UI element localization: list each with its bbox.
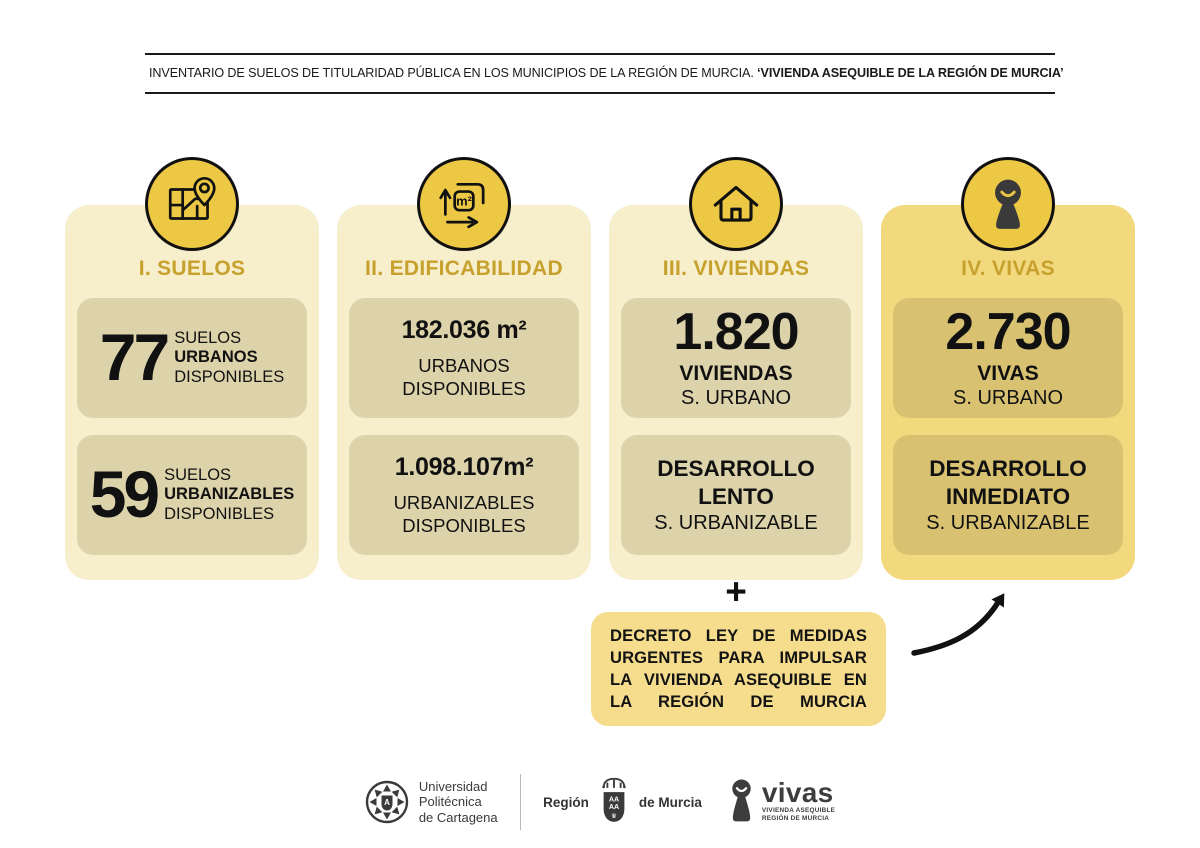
- header-title-bold: ‘VIVIENDA ASEQUIBLE DE LA REGIÓN DE MURCIA’: [757, 66, 1064, 80]
- column-title-edificabilidad: II. EDIFICABILIDAD: [365, 257, 563, 280]
- upct-label: Universidad Politécnica de Cartagena: [418, 779, 498, 825]
- vivas-card: [881, 205, 1135, 580]
- stat-label: SUELOS URBANIZABLES DISPONIBLES: [164, 465, 295, 523]
- stat-columns: [65, 157, 1135, 580]
- stat-value: 182.036 m²: [401, 316, 527, 345]
- suelos-card: [65, 205, 319, 580]
- stat-suelos-urbanos: [77, 298, 307, 418]
- upct-emblem-icon: [365, 780, 409, 824]
- stat-suelos-urbanizables: [77, 435, 307, 555]
- upct-logo: [365, 779, 498, 825]
- column-edificabilidad: [337, 157, 591, 580]
- stat-number: 77: [99, 320, 168, 395]
- column-viviendas: [609, 157, 863, 580]
- vivas-keyhole-icon: [961, 157, 1055, 251]
- stat-viviendas-urbano: 1.820 VIVIENDAS S. URBANO: [621, 298, 851, 418]
- stat-viviendas-urbanizable: DESARROLLO LENTO S. URBANIZABLE: [621, 435, 851, 555]
- svg-text:♛: ♛: [610, 812, 617, 821]
- vivas-footer-logo: [728, 776, 836, 826]
- viviendas-card: [609, 205, 863, 580]
- murcia-logo: [543, 776, 702, 828]
- murcia-label-left: Región: [543, 794, 589, 810]
- stat-m2-urbanizables: 1.098.107m² URBANIZABLES DISPONIBLES: [349, 435, 579, 555]
- house-icon: [689, 157, 783, 251]
- stat-m2-urbanos: 182.036 m² URBANOS DISPONIBLES: [349, 298, 579, 418]
- svg-text:m²: m²: [456, 193, 472, 209]
- header-title-bar: [145, 53, 1064, 94]
- svg-text:AA: AA: [608, 795, 619, 804]
- stat-vivas-urbanizable: DESARROLLO INMEDIATO S. URBANIZABLE: [893, 435, 1123, 555]
- column-suelos: [65, 157, 319, 580]
- stat-vivas-urbano: 2.730 VIVAS S. URBANO: [893, 298, 1123, 418]
- stat-value: 1.098.107m²: [394, 453, 534, 482]
- vivas-wordmark: vivas VIVIENDA ASEQUIBLE REGIÓN DE MURCIA: [761, 776, 836, 823]
- square-meters-icon: [417, 157, 511, 251]
- stat-number: 59: [89, 457, 158, 532]
- header-title-regular: INVENTARIO DE SUELOS DE TITULARIDAD PÚBLICA EN LOS MUNICIPIOS DE LA REGIÓN DE MURCIA.: [149, 66, 758, 80]
- edificabilidad-card: [337, 205, 591, 580]
- map-location-icon: [145, 157, 239, 251]
- column-title-suelos: I. SUELOS: [138, 257, 246, 280]
- stat-value: 2.730: [945, 302, 1071, 361]
- stat-label: SUELOS URBANOS DISPONIBLES: [174, 328, 285, 386]
- svg-text:A: A: [383, 797, 390, 807]
- vivas-tagline: VIVIENDA ASEQUIBLE REGIÓN DE MURCIA: [761, 807, 836, 823]
- column-title-vivas: IV. VIVAS: [961, 257, 1055, 280]
- footer-divider: [520, 774, 522, 830]
- footer-logos: [0, 770, 1200, 834]
- stat-value: 1.820: [673, 302, 799, 361]
- murcia-label-right: de Murcia: [638, 794, 702, 810]
- murcia-shield-icon: [597, 776, 631, 828]
- plus-sign: +: [725, 571, 747, 612]
- column-title-viviendas: III. VIVIENDAS: [662, 257, 810, 280]
- column-vivas: [881, 157, 1135, 580]
- vivas-keyhole-icon: [728, 779, 755, 826]
- curved-arrow-icon: [900, 586, 1020, 662]
- decreto-note: DECRETO LEY DE MEDIDAS URGENTES PARA IMPULSAR LA VIVIENDA ASEQUIBLE EN LA REGIÓN DE MURCIA: [591, 612, 886, 726]
- svg-text:AA: AA: [608, 803, 619, 812]
